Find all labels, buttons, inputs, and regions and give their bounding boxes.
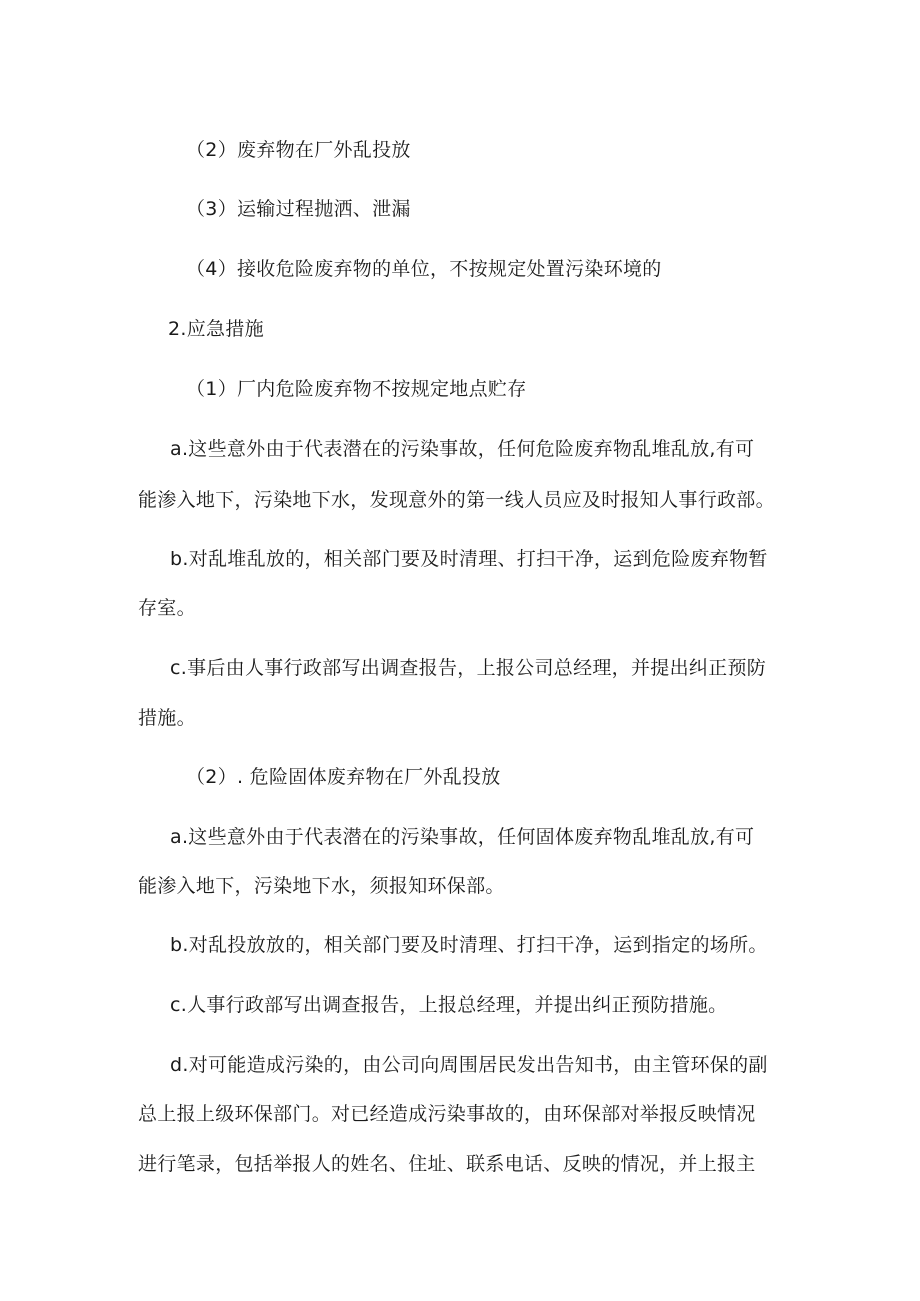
paragraph-c1-line-2: 措施。: [138, 707, 196, 729]
paragraph-d2-line-3: 进行笔录，包括举报人的姓名、住址、联系电话、反映的情况，并上报主: [138, 1153, 756, 1175]
paragraph-c1-line-1: c.事后由人事行政部写出调查报告，上报公司总经理，并提出纠正预防: [170, 657, 767, 679]
paragraph-b1-line-2: 存室。: [138, 597, 196, 619]
paragraph-d2-line-2: 总上报上级环保部门。对已经造成污染事故的，由环保部对举报反映情况: [138, 1103, 756, 1125]
section-heading-emergency-measures: 2.应急措施: [168, 318, 264, 340]
subheading-2-dumped-outside: （2）. 危险固体废弃物在厂外乱投放: [186, 766, 501, 788]
list-item-3-transport-spill: （3）运输过程抛洒、泄漏: [186, 198, 411, 220]
paragraph-a2-line-2: 能渗入地下，污染地下水，须报知环保部。: [138, 875, 505, 897]
paragraph-b2: b.对乱投放放的，相关部门要及时清理、打扫干净，运到指定的场所。: [170, 934, 768, 956]
paragraph-a1-line-1: a.这些意外由于代表潜在的污染事故，任何危险废弃物乱堆乱放,有可: [170, 438, 755, 460]
subheading-1-improper-storage: （1）厂内危险废弃物不按规定地点贮存: [186, 378, 527, 400]
paragraph-a2-line-1: a.这些意外由于代表潜在的污染事故，任何固体废弃物乱堆乱放,有可: [170, 826, 755, 848]
paragraph-b1-line-1: b.对乱堆乱放的，相关部门要及时清理、打扫干净，运到危险废弃物暂: [170, 548, 768, 570]
paragraph-c2: c.人事行政部写出调查报告，上报总经理，并提出纠正预防措施。: [170, 994, 728, 1016]
paragraph-a1-line-2: 能渗入地下，污染地下水，发现意外的第一线人员应及时报知人事行政部。: [138, 489, 775, 511]
paragraph-d2-line-1: d.对可能造成污染的，由公司向周围居民发出告知书，由主管环保的副: [170, 1054, 768, 1076]
list-item-4-receiver-improper-disposal: （4）接收危险废弃物的单位，不按规定处置污染环境的: [186, 258, 662, 280]
list-item-2-waste-dumped-outside: （2）废弃物在厂外乱投放: [186, 139, 411, 161]
